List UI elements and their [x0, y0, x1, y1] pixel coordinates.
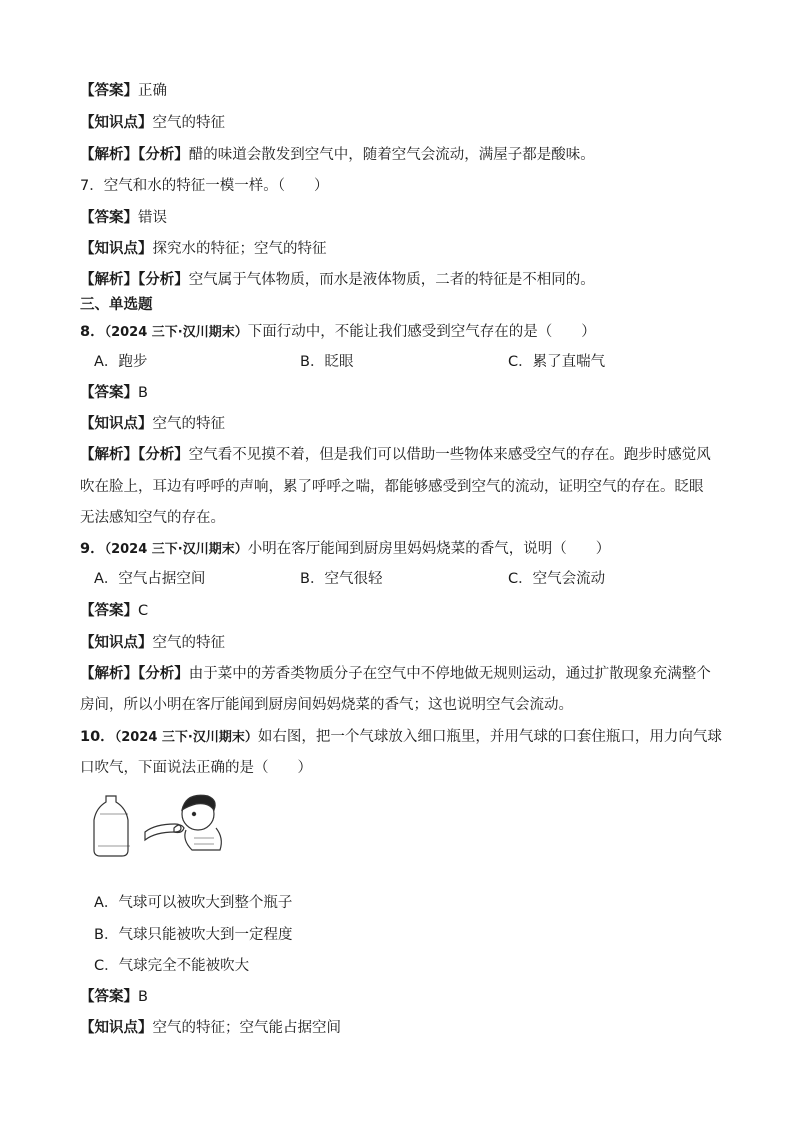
- q10-option-b: B．气球只能被吹大到一定程度: [94, 927, 293, 943]
- q6-answer-row: [80, 81, 167, 101]
- q10-stem-line1: 如右图，把一个气球放入细口瓶里，并用气球的口套住瓶口，用力向气球: [257, 729, 722, 745]
- q7-answer-row: [80, 208, 167, 228]
- q10-answer-row: [80, 987, 148, 1007]
- q7-answer: 错误: [138, 210, 167, 226]
- knowledge-label: 【知识点】: [80, 115, 153, 131]
- q9-option-b: B．空气很轻: [300, 571, 383, 587]
- analysis-label: 【解析】【分析】: [80, 147, 189, 163]
- answer-label: 【答案】: [80, 603, 138, 619]
- q10-knowledge: 空气的特征；空气能占据空间: [152, 1020, 341, 1036]
- answer-label: 【答案】: [80, 83, 138, 99]
- knowledge-label: 【知识点】: [80, 241, 153, 257]
- knowledge-label: 【知识点】: [80, 1020, 153, 1036]
- answer-label: 【答案】: [80, 210, 138, 226]
- bottle-icon: [94, 796, 128, 856]
- q9-answer: C: [138, 603, 149, 619]
- q6-knowledge-row: [80, 113, 225, 133]
- q10-answer: B: [138, 989, 148, 1005]
- q7-stem: 7．空气和水的特征一模一样。（ ）: [80, 178, 329, 194]
- analysis-label: 【解析】【分析】: [80, 666, 189, 682]
- q9-number: 9．: [80, 541, 105, 557]
- q8-knowledge-row: [80, 414, 225, 434]
- answer-label: 【答案】: [80, 385, 138, 401]
- q7-knowledge: 探究水的特征；空气的特征: [152, 241, 327, 257]
- q9-analysis-line1: 由于菜中的芳香类物质分子在空气中不停地做无规则运动，通过扩散现象充满整个: [188, 666, 711, 682]
- q8-answer: B: [138, 385, 148, 401]
- q8-analysis-line1: 空气看不见摸不着，但是我们可以借助一些物体来感受空气的存在。跑步时感觉风: [188, 447, 711, 463]
- q9-analysis-row: [80, 664, 711, 684]
- q7-analysis: 空气属于气体物质，而水是液体物质，二者的特征是不相同的。: [188, 272, 595, 288]
- q9-knowledge: 空气的特征: [152, 635, 225, 651]
- q6-analysis: 醋的味道会散发到空气中，随着空气会流动，满屋子都是酸味。: [188, 147, 595, 163]
- q9-source: （2024 三下·汉川期末）: [104, 542, 248, 557]
- section-heading: 三、单选题: [80, 297, 153, 313]
- q10-stem-line2: 口吹气，下面说法正确的是（ ）: [80, 760, 312, 776]
- q10-option-a: A．气球可以被吹大到整个瓶子: [94, 895, 293, 911]
- child-body-icon: [185, 828, 221, 850]
- q9-stem-row: [80, 539, 610, 560]
- q10-option-c: C．气球完全不能被吹大: [94, 958, 250, 974]
- q10-stem-row: [80, 727, 722, 748]
- answer-label: 【答案】: [80, 989, 138, 1005]
- q8-answer-row: [80, 383, 148, 403]
- q8-option-a: A．跑步: [94, 354, 148, 370]
- q8-option-c: C．累了直喘气: [508, 354, 606, 370]
- q6-analysis-row: [80, 145, 595, 165]
- q9-knowledge-row: [80, 633, 225, 653]
- q9-analysis-line2: 房间，所以小明在客厅能闻到厨房间妈妈烧菜的香气；这也说明空气会流动。: [80, 697, 573, 713]
- q6-knowledge: 空气的特征: [152, 115, 225, 131]
- analysis-label: 【解析】【分析】: [80, 272, 189, 288]
- q9-option-c: C．空气会流动: [508, 571, 606, 587]
- q8-analysis-line2: 吹在脸上，耳边有呼呼的声响，累了呼呼之喘，都能够感受到空气的流动，证明空气的存在。眨眼: [80, 479, 704, 495]
- q8-analysis-line3: 无法感知空气的存在。: [80, 510, 225, 526]
- q8-option-b: B．眨眼: [300, 354, 354, 370]
- q9-stem: 小明在客厅能闻到厨房里妈妈烧菜的香气，说明（ ）: [247, 541, 611, 557]
- q10-number: 10．: [80, 729, 115, 745]
- q10-source: （2024 三下·汉川期末）: [114, 730, 258, 745]
- q8-analysis-row: [80, 445, 711, 465]
- q8-stem: 下面行动中，不能让我们感受到空气存在的是（ ）: [247, 324, 596, 340]
- q8-number: 8．: [80, 324, 105, 340]
- q7-knowledge-row: [80, 239, 327, 259]
- q9-answer-row: [80, 601, 148, 621]
- q10-knowledge-row: [80, 1018, 341, 1038]
- q9-option-a: A．空气占据空间: [94, 571, 206, 587]
- q8-source: （2024 三下·汉川期末）: [104, 325, 248, 340]
- q7-analysis-row: [80, 270, 595, 290]
- knowledge-label: 【知识点】: [80, 635, 153, 651]
- q6-answer: 正确: [138, 83, 167, 99]
- balloon-bottle-illustration: [90, 788, 250, 858]
- q8-stem-row: [80, 322, 596, 343]
- q8-knowledge: 空气的特征: [152, 416, 225, 432]
- analysis-label: 【解析】【分析】: [80, 447, 189, 463]
- knowledge-label: 【知识点】: [80, 416, 153, 432]
